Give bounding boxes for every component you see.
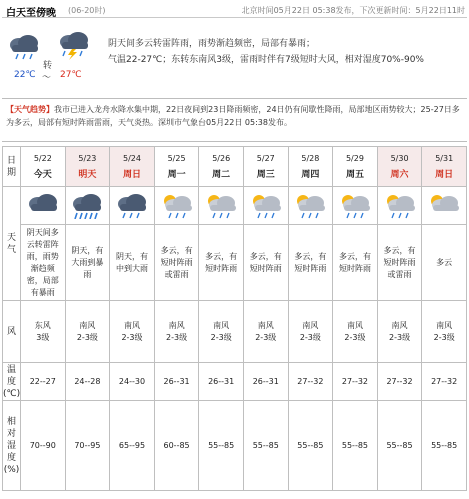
day-weather-cell (154, 225, 199, 301)
day-humidity-cell: 55--85 (288, 401, 333, 491)
cloud-sun-rain-icon (339, 193, 371, 219)
day-temp-cell: 26--31 (154, 363, 199, 401)
day-name: 今天 (33, 169, 52, 180)
day-weather-text: 多云，有短时阵雨 (294, 251, 327, 273)
period-hours: (06-20时) (68, 6, 106, 15)
trend-text: 我市已进入龙舟水降水集中期，22日夜间到23日降雨频密，24日仍有间歇性降雨，局部地区雨势较大；25-27日多为多云，局部有短时阵雨雷雨，天气炎热。深圳市气象台05月22日 05:38发布。 (6, 105, 460, 127)
day-icon-cell (422, 187, 467, 225)
day-name: 周三 (256, 169, 275, 180)
day-name: 周五 (345, 169, 364, 180)
day-humidity-cell: 65--95 (110, 401, 155, 491)
temp-low: 22℃ (14, 70, 36, 80)
day-wind-level: 2-3级 (76, 332, 98, 342)
temp-row (3, 363, 467, 401)
day-wind-level: 2-3级 (299, 332, 321, 342)
overcast-rain-icon (8, 34, 40, 60)
humidity-row (3, 401, 467, 491)
day-humidity-cell: 70--95 (65, 401, 110, 491)
day-date: 5/24 (123, 153, 141, 163)
day-name: 周四 (301, 169, 320, 180)
day-humidity-cell: 60--85 (154, 401, 199, 491)
day-icon-cell (65, 187, 110, 225)
weather-trend (2, 98, 467, 142)
day-date: 5/29 (345, 153, 364, 163)
day-humidity-cell: 55--85 (199, 401, 244, 491)
day-icon-cell (21, 187, 66, 225)
cloud-sun-rain-icon (384, 193, 416, 219)
day-weather-text: 多云 (436, 257, 453, 267)
day-humidity-cell: 70--90 (21, 401, 66, 491)
day-temp-cell: 26--31 (243, 363, 288, 401)
day-wind-direction: 南风 (213, 320, 230, 330)
cloud-sun-rain-icon (294, 193, 326, 219)
day-date: 5/25 (167, 153, 186, 163)
rain-icon (116, 193, 148, 219)
day-wind-cell (154, 301, 199, 363)
day-icon-cell (333, 187, 378, 225)
day-weather-text: 多云，有短时阵雨或雷雨 (160, 245, 193, 279)
day-wind-level: 2-3级 (389, 332, 411, 342)
day-date: 5/31 (435, 153, 454, 163)
day-wind-cell (199, 301, 244, 363)
day-humidity-cell: 55--85 (422, 401, 467, 491)
day-date-cell (333, 147, 378, 187)
day-wind-direction: 南风 (123, 320, 140, 330)
day-weather-text: 多云，有短时阵雨或雷雨 (383, 245, 416, 279)
icon-row (3, 187, 467, 225)
publish-times: 北京时间05月22日 05:38发布，下次更新时间：5月22日11时 (241, 6, 465, 15)
day-wind-direction: 南风 (346, 320, 363, 330)
day-date: 5/22 (33, 153, 52, 163)
day-date-cell (288, 147, 333, 187)
day-weather-cell (288, 225, 333, 301)
day-weather-text: 阴天，有大雨到暴雨 (71, 245, 104, 279)
day-wind-level: 3级 (36, 332, 50, 342)
day-weather-cell (21, 225, 66, 301)
wind-row-label: 风 (3, 301, 21, 363)
day-wind-direction: 南风 (257, 320, 274, 330)
day-date-cell (422, 147, 467, 187)
day-temp-cell: 24--28 (65, 363, 110, 401)
day-wind-direction: 南风 (302, 320, 319, 330)
date-row-label: 日 期 (3, 147, 21, 187)
forecast-table (2, 146, 467, 491)
day-wind-level: 2-3级 (255, 332, 277, 342)
day-temp-cell: 27--32 (288, 363, 333, 401)
day-weather-text: 阴天间多云转雷阵雨，雨势渐趋频密，局部有暴雨 (26, 227, 59, 297)
day-weather-cell (377, 225, 422, 301)
day-weather-text: 多云，有短时阵雨 (205, 251, 238, 273)
day-date-cell (154, 147, 199, 187)
day-icon-cell (199, 187, 244, 225)
temp-high: 27℃ (60, 70, 82, 80)
day-wind-level: 2-3级 (433, 332, 455, 342)
day-date-cell (110, 147, 155, 187)
thunderstorm-icon (58, 32, 90, 60)
day-weather-text: 阴天，有中到大雨 (115, 251, 148, 273)
turn-label: 转 (43, 61, 53, 71)
day-date: 5/28 (301, 153, 320, 163)
temp-row-label: 温度 (℃) (3, 364, 21, 399)
day-wind-cell (21, 301, 66, 363)
day-weather-cell (110, 225, 155, 301)
day-icon-cell (154, 187, 199, 225)
day-wind-direction: 南风 (79, 320, 96, 330)
day-weather-cell (333, 225, 378, 301)
day-wind-direction: 东风 (34, 320, 51, 330)
day-wind-cell (333, 301, 378, 363)
day-icon-cell (288, 187, 333, 225)
day-icon-cell (110, 187, 155, 225)
day-date-cell (65, 147, 110, 187)
day-wind-level: 2-3级 (121, 332, 143, 342)
day-humidity-cell: 55--85 (243, 401, 288, 491)
day-wind-level: 2-3级 (210, 332, 232, 342)
day-date: 5/26 (212, 153, 231, 163)
trend-tag: 【天气趋势】 (6, 105, 54, 114)
day-weather-cell (422, 225, 467, 301)
day-weather-cell (243, 225, 288, 301)
weather-row (3, 225, 467, 301)
cloud-sun-rain-icon (250, 193, 282, 219)
day-date: 5/27 (256, 153, 275, 163)
day-wind-direction: 南风 (436, 320, 453, 330)
day-date-cell (243, 147, 288, 187)
wind-row (3, 301, 467, 363)
date-row (3, 147, 467, 187)
day-weather-cell (199, 225, 244, 301)
day-temp-cell: 22--27 (21, 363, 66, 401)
day-wind-cell (377, 301, 422, 363)
day-temp-cell: 27--32 (422, 363, 467, 401)
cloud-sun-rain-icon (205, 193, 237, 219)
today-description (108, 36, 463, 68)
day-wind-direction: 南风 (391, 320, 408, 330)
day-temp-cell: 26--31 (199, 363, 244, 401)
day-date-cell (199, 147, 244, 187)
day-name: 周一 (167, 169, 186, 180)
day-humidity-cell: 55--85 (377, 401, 422, 491)
day-name: 周六 (390, 169, 409, 180)
overcast-icon (27, 193, 59, 219)
day-weather-text: 多云，有短时阵雨 (338, 251, 371, 273)
day-date: 5/23 (78, 153, 97, 163)
day-date-cell (377, 147, 422, 187)
heavy-rain-icon (71, 193, 103, 219)
page-header (2, 2, 467, 18)
day-temp-cell: 27--32 (333, 363, 378, 401)
day-icon-cell (377, 187, 422, 225)
day-name: 明天 (78, 169, 97, 180)
today-summary (2, 20, 467, 96)
day-name: 周日 (435, 169, 454, 180)
day-icon-cell (243, 187, 288, 225)
day-wind-cell (243, 301, 288, 363)
period-title: 白天至傍晚 (6, 8, 56, 19)
day-wind-level: 2-3级 (344, 332, 366, 342)
day-date-cell (21, 147, 66, 187)
day-wind-cell (65, 301, 110, 363)
day-humidity-cell: 55--85 (333, 401, 378, 491)
day-name: 周日 (122, 169, 141, 180)
humidity-row-label: 相对 湿度 (%) (3, 401, 21, 491)
day-wind-cell (110, 301, 155, 363)
day-wind-level: 2-3级 (166, 332, 188, 342)
day-weather-cell (65, 225, 110, 301)
temp-separator: ～ (42, 73, 52, 83)
desc-line-2: 气温22-27℃；东转东南风3级，雷雨时伴有7级短时大风，相对湿度70%-90% (108, 55, 424, 65)
day-date: 5/30 (390, 153, 409, 163)
day-temp-cell: 27--32 (377, 363, 422, 401)
weather-row-label: 天 气 (3, 187, 21, 301)
day-name: 周二 (212, 169, 231, 180)
desc-line-1: 阴天间多云转雷阵雨，雨势渐趋频密，局部有暴雨； (108, 39, 316, 49)
day-temp-cell: 24--30 (110, 363, 155, 401)
day-wind-cell (288, 301, 333, 363)
partly-cloudy-icon (428, 193, 460, 219)
day-weather-text: 多云，有短时阵雨 (249, 251, 282, 273)
day-wind-cell (422, 301, 467, 363)
cloud-sun-rain-icon (161, 193, 193, 219)
day-wind-direction: 南风 (168, 320, 185, 330)
